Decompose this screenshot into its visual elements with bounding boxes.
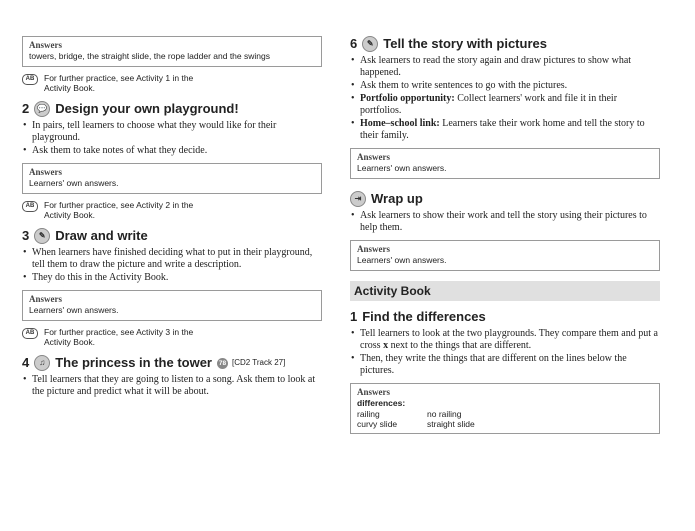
- section-number: 4: [22, 355, 30, 370]
- list-item: • Ask them to take notes of what they decide.: [22, 145, 322, 157]
- answers-title: Answers: [29, 294, 62, 304]
- section-title: The princess in the tower: [55, 355, 212, 370]
- activity-book-icon: AB: [22, 328, 38, 339]
- section-heading: [22, 355, 322, 371]
- answers-box: [350, 148, 660, 179]
- note-line: Activity Book.: [44, 337, 96, 347]
- list-item: • When learners have finished deciding what to put in their playground, tell them to draw the picture and write a description.: [22, 247, 322, 271]
- item-text: Tell learners to look at the two playgrounds. They compare them and put a cross: [360, 328, 658, 351]
- activity-book-note: [22, 327, 322, 347]
- answers-text: Learners' own answers.: [29, 305, 119, 315]
- answers-title: Answers: [357, 387, 390, 397]
- section-number: 6: [350, 36, 358, 51]
- section-title: Design your own playground!: [55, 101, 239, 116]
- item-text: next to the things that are different.: [388, 340, 532, 351]
- answers-box: [350, 383, 660, 434]
- activity-book-icon: AB: [22, 201, 38, 212]
- answers-box: [22, 290, 322, 321]
- bullet-list: [22, 120, 322, 157]
- section-heading: [22, 101, 322, 117]
- answers-box: [22, 163, 322, 194]
- music-note-icon: ♫: [34, 355, 50, 371]
- wrap-up-icon: ⇥: [350, 191, 366, 207]
- bullet-list: [350, 210, 660, 234]
- pencil-paper-icon: ✎: [362, 36, 378, 52]
- bullet-list: [22, 247, 322, 284]
- bullet-list: [22, 374, 322, 398]
- answers-box: [350, 240, 660, 271]
- answers-box: [22, 36, 322, 67]
- list-item: [350, 328, 660, 352]
- activity-book-note: [22, 200, 322, 220]
- answers-text: towers, bridge, the straight slide, the rope ladder and the swings: [29, 51, 270, 61]
- list-item: • Ask learners to read the story again and draw pictures to show what happened.: [350, 55, 660, 79]
- pencil-paper-icon: ✎: [34, 228, 50, 244]
- list-item: [350, 118, 660, 142]
- section-number: 1: [350, 309, 358, 324]
- section-heading: [350, 191, 660, 207]
- bullet-list: [350, 55, 660, 142]
- section-title: Draw and write: [55, 228, 148, 243]
- section-number: 3: [22, 228, 30, 243]
- answers-text: Learners' own answers.: [357, 163, 447, 173]
- section-title: Wrap up: [371, 191, 423, 206]
- activity-book-bar: Activity Book: [350, 281, 660, 301]
- differences-table: [357, 409, 653, 429]
- bold-label: Portfolio opportunity:: [360, 93, 455, 104]
- list-item: [350, 93, 660, 117]
- difference-cell: no railing: [427, 409, 462, 419]
- section-number: 2: [22, 101, 30, 116]
- answers-title: Answers: [29, 40, 62, 50]
- answers-text: Learners' own answers.: [29, 178, 119, 188]
- list-item: • Ask them to write sentences to go with the pictures.: [350, 80, 660, 92]
- list-item: • In pairs, tell learners to choose what they would like for their playground.: [22, 120, 322, 144]
- answers-title: Answers: [357, 152, 390, 162]
- track-number-badge: 78: [218, 359, 227, 367]
- activity-book-note: [22, 73, 322, 93]
- section-heading: [350, 36, 660, 52]
- list-item: • Ask learners to show their work and tell the story using their pictures to help them.: [350, 210, 660, 234]
- note-line: Activity Book.: [44, 210, 96, 220]
- left-column: [22, 0, 322, 404]
- note-line: For further practice, see Activity 3 in the: [44, 327, 194, 337]
- difference-cell: railing: [357, 409, 380, 419]
- item-text: Collect learners' work and file it in their portfolios.: [360, 93, 618, 116]
- bullet-list: [350, 328, 660, 377]
- item-text: Learners take their work home and tell the story to their family.: [360, 118, 645, 141]
- section-heading: [22, 228, 322, 244]
- note-line: Activity Book.: [44, 83, 96, 93]
- bold-label: Home–school link:: [360, 118, 440, 129]
- list-item: • Tell learners that they are going to listen to a song. Ask them to look at the picture and predict what it will be about.: [22, 374, 322, 398]
- answers-text: Learners' own answers.: [357, 255, 447, 265]
- difference-cell: straight slide: [427, 419, 475, 429]
- answers-title: Answers: [29, 167, 62, 177]
- track-reference: [CD2 Track 27]: [232, 358, 286, 367]
- list-item: • Then, they write the things that are different on the lines below the pictures.: [350, 353, 660, 377]
- note-line: For further practice, see Activity 1 in the: [44, 73, 194, 83]
- activity-book-icon: AB: [22, 74, 38, 85]
- section-title: Tell the story with pictures: [383, 36, 547, 51]
- cross-mark: x: [383, 340, 389, 351]
- speech-bubbles-icon: 💬: [34, 101, 50, 117]
- section-title: Find the differences: [362, 309, 486, 324]
- section-heading: [350, 309, 660, 325]
- answers-title: Answers: [357, 244, 390, 254]
- note-line: For further practice, see Activity 2 in the: [44, 200, 194, 210]
- list-item: • They do this in the Activity Book.: [22, 272, 322, 284]
- right-column: [350, 0, 660, 440]
- differences-label: differences:: [357, 398, 406, 408]
- difference-cell: curvy slide: [357, 419, 398, 429]
